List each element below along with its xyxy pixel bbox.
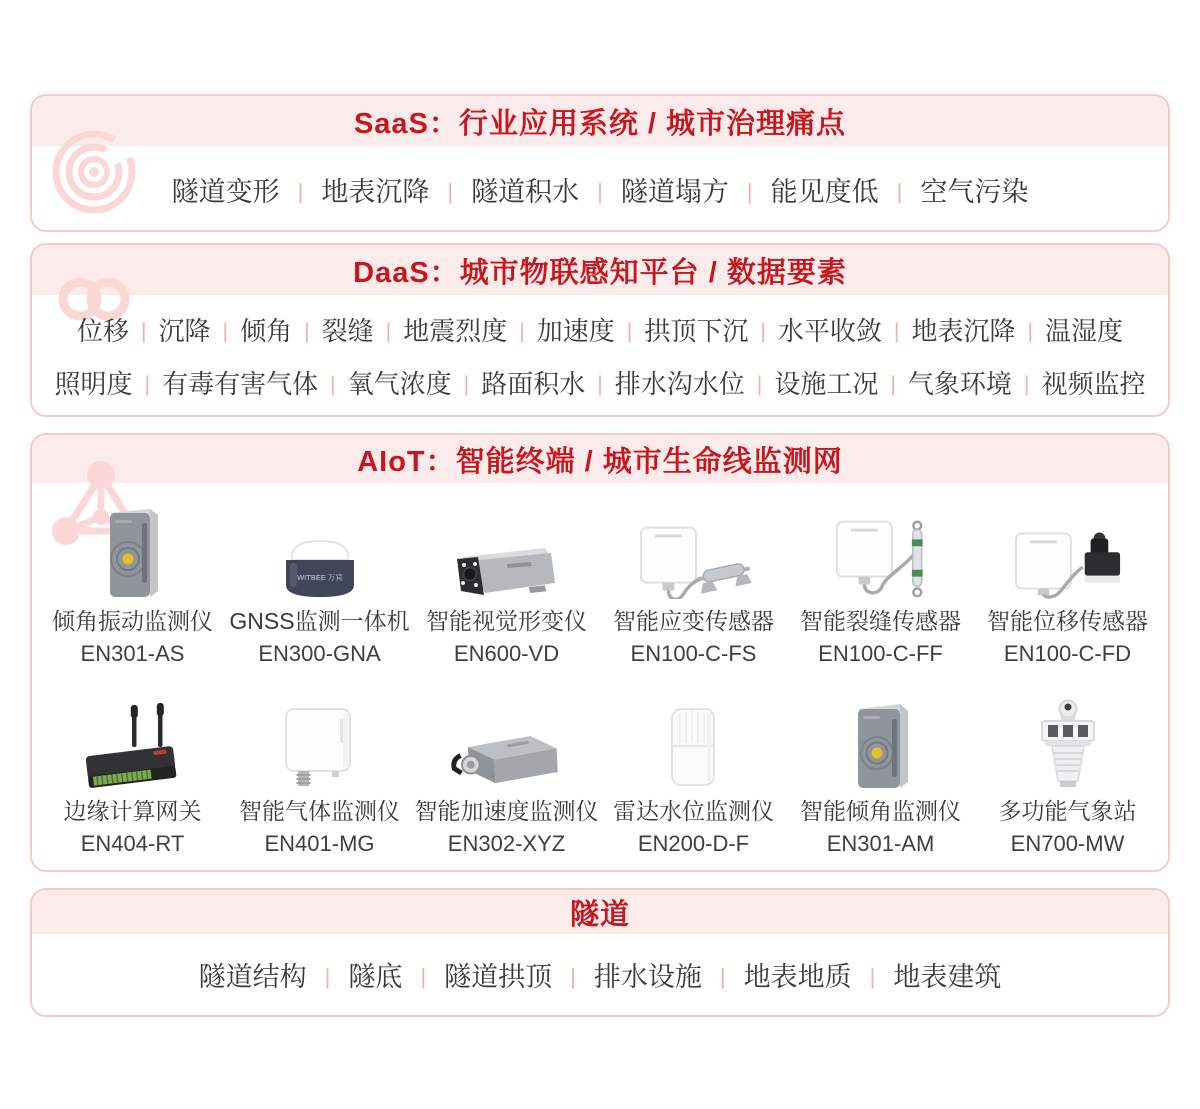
device-name: 智能气体监测仪: [239, 798, 400, 824]
tilt-monitor-icon: [788, 683, 973, 795]
daas-item: | 设施工况: [745, 364, 879, 401]
daas-item: | 沉降: [129, 311, 211, 348]
tunnel-item: | 地表建筑: [852, 955, 1002, 994]
device-card: [40, 493, 225, 669]
weather-station-icon: [975, 683, 1160, 795]
daas-title: DaaS：城市物联感知平台 / 数据要素: [353, 256, 847, 289]
daas-header-band: [32, 245, 1168, 295]
strain-sensor-icon: [601, 493, 786, 605]
daas-item: | 温湿度: [1015, 311, 1123, 348]
daas-item: | 水平收敛: [748, 311, 882, 348]
tilt-vibration-sensor-icon: [40, 493, 225, 605]
daas-item: | 气象环境: [878, 364, 1012, 401]
device-name: 智能视觉形变仪: [426, 608, 587, 634]
device-name: GNSS监测一体机: [229, 608, 410, 634]
section-saas: [30, 94, 1170, 232]
device-grid: [32, 483, 1168, 863]
vision-camera-icon: [414, 493, 599, 605]
daas-item: | 倾角: [211, 311, 293, 348]
accelerometer-icon: [414, 683, 599, 795]
device-card: [601, 493, 786, 669]
device-name: 智能位移传感器: [987, 608, 1148, 634]
device-card: [975, 493, 1160, 669]
daas-item: | 拱顶下沉: [615, 311, 749, 348]
tunnel-item: | 地表地质: [702, 955, 852, 994]
aiot-header-band: [32, 435, 1168, 483]
saas-item: | 隧道积水: [429, 170, 579, 209]
device-name: 智能裂缝传感器: [800, 608, 961, 634]
device-card: [414, 493, 599, 669]
saas-title: SaaS：行业应用系统 / 城市治理痛点: [353, 107, 847, 140]
device-card: [601, 683, 786, 859]
crack-sensor-icon: [788, 493, 973, 605]
daas-item: | 裂缝: [292, 311, 374, 348]
device-name: 倾角振动监测仪: [52, 608, 213, 634]
daas-item: | 加速度: [507, 311, 615, 348]
device-name: 智能应变传感器: [613, 608, 774, 634]
gas-monitor-icon: [227, 683, 412, 795]
saas-item: 隧道变形: [171, 176, 280, 207]
device-model: EN100-C-FF: [818, 641, 943, 666]
device-model: EN301-AM: [826, 831, 935, 856]
tunnel-item: | 排水设施: [552, 955, 702, 994]
device-brand-label: WITBEE 万宾: [296, 573, 343, 582]
displacement-sensor-icon: [975, 493, 1160, 605]
device-model: EN700-MW: [1010, 831, 1125, 856]
device-model: EN300-GNA: [258, 641, 381, 666]
daas-item: | 路面积水: [452, 364, 586, 401]
tunnel-header-band: [32, 890, 1168, 934]
tunnel-item: | 隧道拱顶: [402, 955, 552, 994]
daas-item: | 地震烈度: [374, 311, 508, 348]
tunnel-item-list: [199, 955, 1002, 994]
device-model: EN600-VD: [453, 641, 560, 666]
device-name: 边缘计算网关: [63, 798, 202, 824]
saas-item-list: [172, 170, 1029, 209]
daas-item: | 氧气浓度: [318, 364, 452, 401]
daas-item-list-row1: [32, 311, 1168, 348]
daas-item-list-row2: [32, 364, 1168, 401]
device-model: EN100-C-FS: [630, 641, 757, 666]
tunnel-item: | 隧底: [307, 955, 403, 994]
daas-item: 照明度: [54, 369, 133, 399]
device-card: [788, 683, 973, 859]
device-card: [975, 683, 1160, 859]
device-name: 雷达水位监测仪: [613, 798, 774, 824]
section-aiot: [30, 433, 1170, 872]
radar-water-level-icon: [601, 683, 786, 795]
aiot-title: AIoT：智能终端 / 城市生命线监测网: [357, 445, 843, 478]
device-name: 智能加速度监测仪: [414, 798, 599, 824]
device-model: EN401-MG: [264, 831, 375, 856]
saas-item: | 隧道塌方: [579, 170, 729, 209]
gnss-receiver-icon: [227, 493, 412, 605]
tunnel-item: 隧道结构: [198, 962, 307, 992]
device-model: EN100-C-FD: [1003, 641, 1132, 666]
saas-header-band: [32, 96, 1168, 146]
daas-item: | 有毒有害气体: [133, 364, 319, 401]
device-model: EN301-AS: [80, 641, 185, 666]
device-model: EN302-XYZ: [447, 831, 566, 856]
saas-item: | 空气污染: [879, 170, 1029, 209]
device-card: [788, 493, 973, 669]
section-tunnel: [30, 888, 1170, 1017]
section-daas: [30, 243, 1170, 417]
tunnel-title: 隧道: [569, 898, 630, 931]
device-model: EN200-D-F: [637, 831, 750, 856]
device-name: 智能倾角监测仪: [800, 798, 961, 824]
device-card: [227, 493, 412, 669]
device-card: [414, 683, 599, 859]
device-model: EN404-RT: [80, 831, 185, 856]
daas-item: | 视频监控: [1012, 364, 1146, 401]
daas-item: | 排水沟水位: [585, 364, 745, 401]
saas-item: | 地表沉降: [280, 170, 430, 209]
daas-item: 位移: [76, 316, 129, 346]
daas-item: | 地表沉降: [882, 311, 1016, 348]
device-card: [227, 683, 412, 859]
edge-gateway-icon: [40, 683, 225, 795]
saas-item: | 能见度低: [729, 170, 879, 209]
device-name: 多功能气象站: [998, 798, 1137, 824]
device-card: [40, 683, 225, 859]
